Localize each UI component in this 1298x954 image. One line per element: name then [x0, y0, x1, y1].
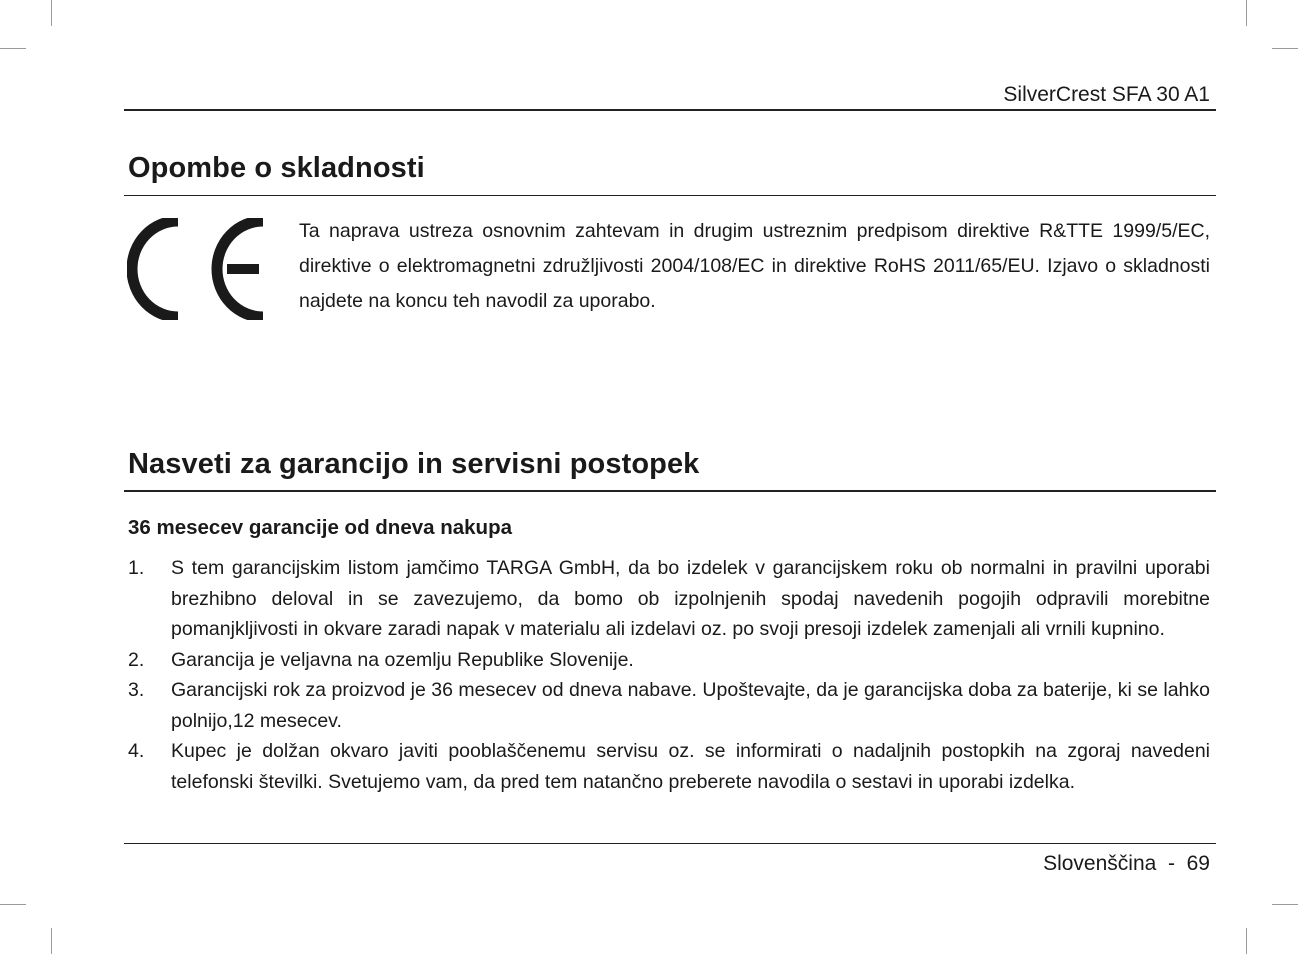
list-item-number: 4. [128, 740, 145, 762]
list-item [128, 553, 1210, 645]
warranty-subtitle: 36 mesecev garancije od dneva nakupa [128, 516, 512, 539]
crop-mark [51, 0, 52, 26]
crop-mark [51, 928, 52, 954]
ce-mark-logo [127, 218, 269, 320]
crop-mark [1246, 928, 1247, 954]
list-item-text: Garancija je veljavna na ozemlju Republike Slovenije. [171, 648, 634, 671]
crop-mark [0, 904, 26, 905]
crop-mark [1272, 48, 1298, 49]
warranty-list [128, 553, 1210, 797]
list-item [128, 736, 1210, 797]
page-footer-label: Slovenščina - 69 [1043, 852, 1210, 875]
ce-mark-icon [127, 218, 269, 320]
list-item-text: S tem garancijskim listom jamčimo TARGA GmbH, da bo izdelek v garancijskem roku ob normalni in pravilni uporabi brezhibno deloval in se zavezujemo, da bomo ob izpolnjenih spodaj navedenih pogojih odpravili morebitne pomanjkljivosti in okvare zaradi napak v materialu ali izdelavi oz. po svoji presoji izdelek zamenjali ali vrnili kupnino. [171, 557, 1210, 640]
list-item-number: 1. [128, 557, 145, 579]
page-header-product: SilverCrest SFA 30 A1 [1003, 83, 1210, 106]
compliance-title: Opombe o skladnosti [128, 152, 425, 184]
list-item-number: 2. [128, 648, 145, 671]
crop-mark [0, 48, 26, 49]
list-item [128, 645, 1210, 676]
footer-rule [124, 843, 1216, 844]
warranty-rule [124, 490, 1216, 492]
crop-mark [1246, 0, 1247, 26]
warranty-title: Nasveti za garancijo in servisni postopek [128, 448, 700, 480]
compliance-rule [124, 195, 1216, 196]
list-item [128, 675, 1210, 736]
compliance-text: Ta naprava ustreza osnovnim zahtevam in drugim ustreznim predpisom direktive R&TTE 1999/5/EC, direktive o elektromagnetni združljivosti 2004/108/EC in direktive RoHS 2011/65/EU. Izjavo o skladnosti najdete na koncu teh navodil za uporabo. [299, 220, 1210, 312]
list-item-text: Garancijski rok za proizvod je 36 mesecev od dneva nabave. Upoštevajte, da je garancijska doba za baterije, ki se lahko polnijo,12 mesecev. [171, 679, 1210, 732]
list-item-number: 3. [128, 679, 145, 701]
list-item-text: Kupec je dolžan okvaro javiti pooblaščenemu servisu oz. se informirati o nadaljnih postopkih na zgoraj navedeni telefonski številki. Svetujemo vam, da pred tem natančno preberete navodila o sestavi in uporabi izdelka. [171, 740, 1210, 793]
crop-mark [1272, 904, 1298, 905]
header-rule [124, 109, 1216, 111]
